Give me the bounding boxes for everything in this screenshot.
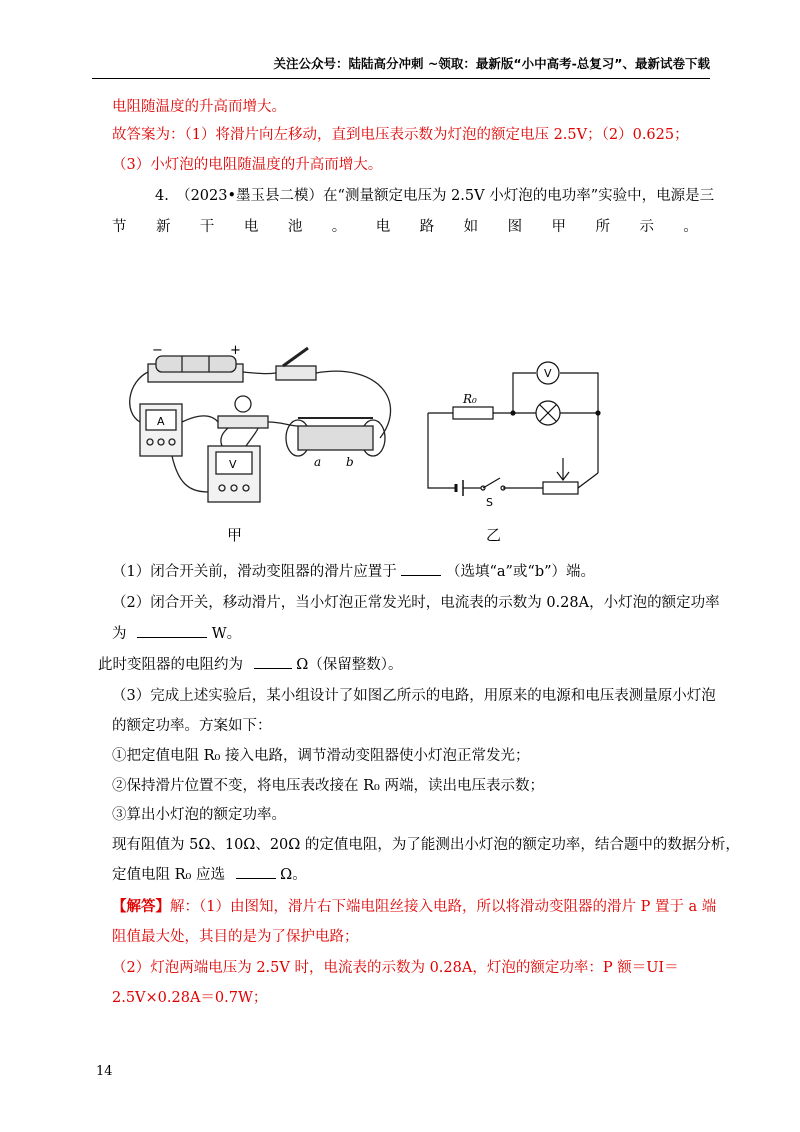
- answer-line-1: 电阻随温度的升高而增大。: [112, 99, 286, 115]
- figure-jia-caption: 甲: [227, 526, 243, 544]
- part-3-line-1: （3）完成上述实验后，某小组设计了如图乙所示的电路，用原来的电源和电压表测量原小灯泡: [112, 688, 716, 704]
- plus-label: +: [230, 343, 241, 358]
- minus-label: −: [152, 343, 163, 358]
- part-5-text-end: Ω。: [280, 867, 307, 883]
- page-number: 14: [96, 1064, 113, 1079]
- ammeter-label: A: [157, 415, 165, 428]
- answer-blank-1[interactable]: [401, 575, 441, 576]
- answer-blank-3[interactable]: [254, 668, 292, 669]
- part-2c-text: 此时变阻器的电阻约为: [98, 657, 243, 673]
- terminal-b-label: b: [346, 455, 354, 469]
- figure-yi-circuit: [418, 358, 608, 508]
- part-2c-text-end: Ω（保留整数）。: [296, 657, 403, 673]
- solution-line-1: [112, 897, 716, 917]
- step-1: ①把定值电阻 R₀ 接入电路，调节滑动变阻器使小灯泡正常发光；: [112, 748, 530, 764]
- header-divider: [92, 78, 710, 79]
- part-1-question: [112, 562, 595, 582]
- part-2-question-line-1: （2）闭合开关，移动滑片，当小灯泡正常发光时，电流表的示数为 0.28A，小灯泡的额定功率: [112, 595, 720, 611]
- voltmeter-label: V: [229, 458, 237, 471]
- page-header: 关注公众号：陆陆高分冲刺 ~领取：最新版“小中高考-总复习”、最新试卷下载: [273, 56, 710, 71]
- figure-yi-caption: 乙: [486, 526, 502, 544]
- part-2-text-end: W。: [211, 626, 242, 642]
- q4b-char: 甲: [551, 219, 567, 235]
- part-4-line: 现有阻值为 5Ω、10Ω、20Ω 的定值电阻，为了能测出小灯泡的额定功率，结合题中的数据分析，: [112, 837, 740, 853]
- r0-label: R₀: [463, 392, 477, 406]
- v-symbol-label: V: [544, 367, 552, 380]
- bulb-base: [218, 416, 268, 428]
- terminal-a-label: a: [314, 455, 322, 469]
- answer-line-3: （3）小灯泡的电阻随温度的升高而增大。: [112, 157, 383, 173]
- q4b-char: 电: [243, 219, 259, 235]
- solution-line-2: 阻值最大处，其目的是为了保护电路；: [112, 929, 359, 945]
- part-2-question-line-3: [98, 655, 403, 675]
- part-2-text: 为: [112, 626, 127, 642]
- q4b-char: 池: [287, 219, 303, 235]
- rheostat-symbol: [543, 482, 578, 494]
- q4b-char: 如: [463, 219, 479, 235]
- battery-cells: [156, 356, 236, 372]
- answer-blank-4[interactable]: [236, 878, 276, 879]
- part-1-text: （1）闭合开关前，滑动变阻器的滑片应置于: [112, 564, 397, 580]
- q4b-char: 新: [155, 219, 171, 235]
- knife-switch: [276, 366, 316, 380]
- solution-tag: 【解答】: [112, 898, 170, 915]
- switch-label: S: [486, 496, 493, 508]
- bulb: [235, 396, 251, 412]
- resistor-r0: [453, 407, 493, 419]
- q4b-char: 路: [419, 219, 435, 235]
- question-4-title: 4. （2023•墨玉县二模）在“测量额定电压为 2.5V 小灯泡的电功率”实验中，电源是三: [155, 188, 715, 204]
- solution-line-4: 2.5V×0.28A＝0.7W；: [112, 990, 268, 1006]
- step-3: ③算出小灯泡的额定功率。: [112, 807, 286, 823]
- answer-line-2: 故答案为：（1）将滑片向左移动，直到电压表示数为灯泡的额定电压 2.5V；（2）0.625；: [112, 127, 689, 143]
- figure-jia-apparatus: [118, 342, 418, 517]
- q4b-char: 图: [507, 219, 523, 235]
- q4b-char: 所: [595, 219, 610, 235]
- part-2-question-line-2: [112, 624, 241, 644]
- q4b-char: 电: [375, 219, 391, 235]
- part-5-text: 定值电阻 R₀ 应选: [112, 867, 225, 883]
- solution-line-3: （2）灯泡两端电压为 2.5V 时，电流表的示数为 0.28A，灯泡的额定功率：P 额＝UI＝: [112, 960, 679, 976]
- part-1-text-end: （选填“a”或“b”）端。: [445, 564, 596, 580]
- question-4-line-2: [112, 217, 698, 237]
- answer-blank-2[interactable]: [137, 637, 207, 638]
- q4b-char: 。: [331, 219, 347, 235]
- q4b-char: 。: [683, 219, 698, 235]
- step-2: ②保持滑片位置不变，将电压表改接在 R₀ 两端，读出电压表示数；: [112, 778, 544, 794]
- solution-text-1: 解：（1）由图知，滑片右下端电阻丝接入电路，所以将滑动变阻器的滑片 P 置于 a 端: [170, 899, 717, 915]
- part-3-line-2: 的额定功率。方案如下：: [112, 718, 272, 734]
- q4b-char: 干: [199, 219, 215, 235]
- q4b-char: 示: [639, 219, 654, 235]
- rheostat-coil: [298, 426, 373, 450]
- q4b-char: 节: [112, 219, 127, 235]
- part-5-line: [112, 865, 307, 885]
